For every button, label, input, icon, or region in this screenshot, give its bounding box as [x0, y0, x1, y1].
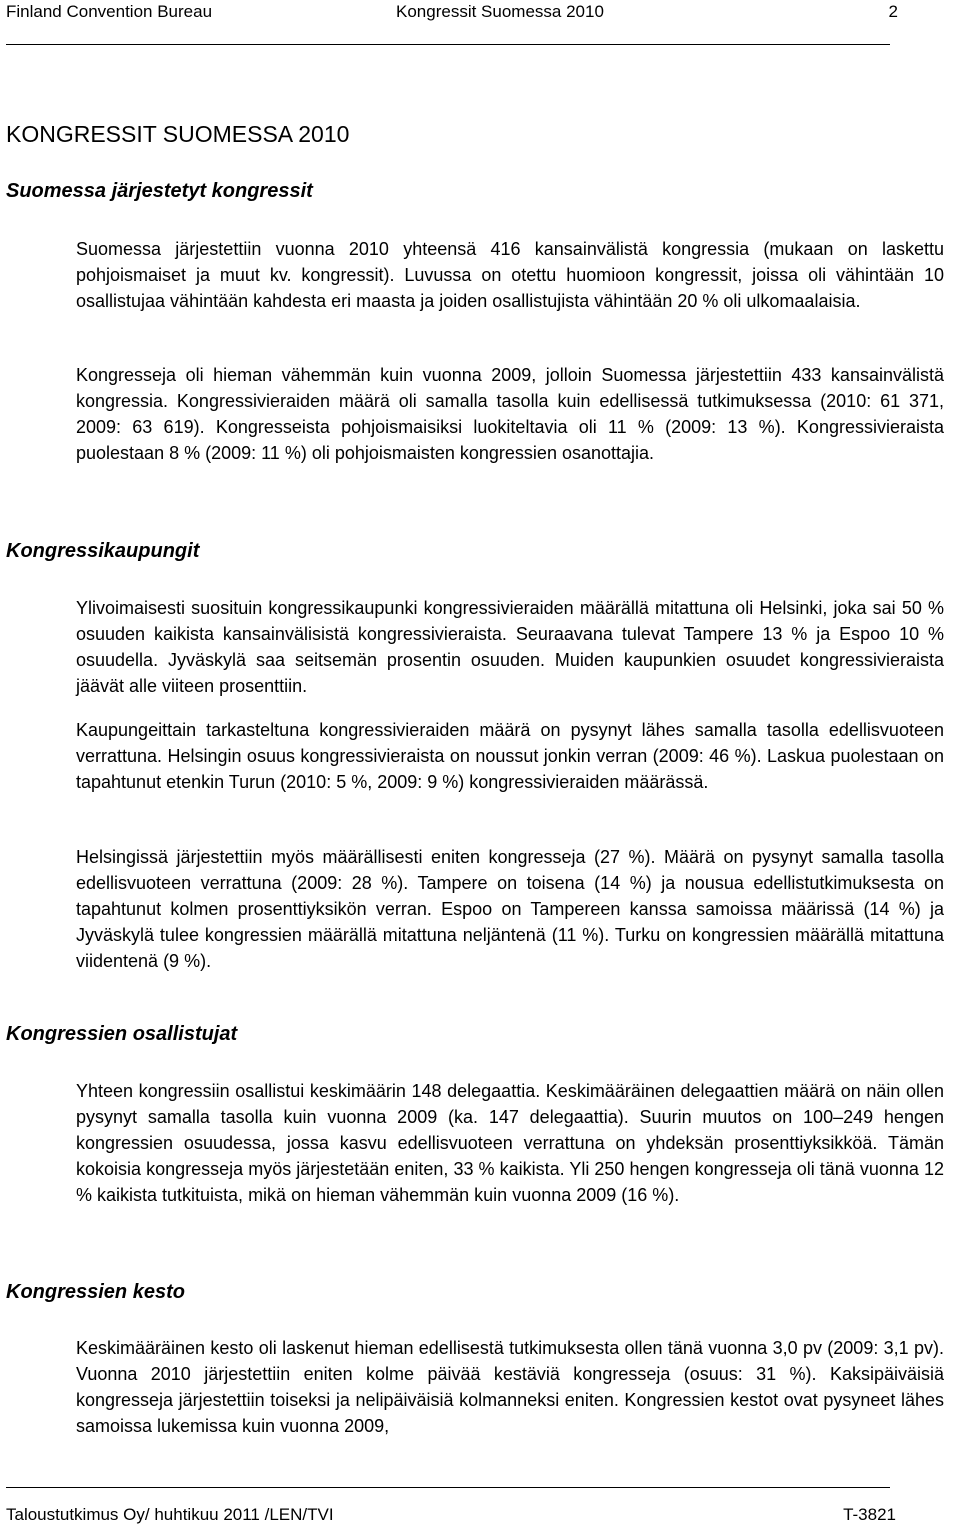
section-heading-congresses: Suomessa järjestetyt kongressit: [6, 180, 313, 202]
footer-publisher: Taloustutkimus Oy/ huhtikuu 2011 /LEN/TVI: [6, 1505, 334, 1524]
header-doc-title: Kongressit Suomessa 2010: [396, 2, 604, 21]
paragraph: Keskimääräinen kesto oli laskenut hieman edellisestä tutkimuksesta ollen tänä vuonna 3,0 pv (2009: 3,1 pv). Vuonna 2010 järjestettiin eniten kolme päivää kestäviä kongresseja (osuus: 31 %). Kaksipäiväisiä kongresseja järjestettiin toiseksi ja nelipäiväisiä kolmanneksi eniten. Kongressien kestot ovat pysyneet lähes samoissa lukemissa kuin vuonna 2009,: [76, 1338, 944, 1436]
paragraph: Kongresseja oli hieman vähemmän kuin vuonna 2009, jolloin Suomessa järjestettiin 433 kansainvälistä kongressia. Kongressivieraiden määrä oli samalla tasolla kuin edellisessä tutkimuksessa (2010: 61 371, 2009: 63 619). Kongresseista pohjoismaisiksi luokiteltavia oli 11 % (2009: 13 %). Kongressivieraista puolestaan 8 % (2009: 11 %) oli pohjoismaisten kongressien osanottajia.: [76, 365, 944, 463]
section-heading-cities: Kongressikaupungit: [6, 540, 200, 562]
paragraph: Helsingissä järjestettiin myös määrällisesti eniten kongresseja (27 %). Määrä on pysynyt samalla tasolla edellisvuoteen verrattuna (2009: 28 %). Tampere on toisena (14 %) ja nousua edellistutkimuksesta on tapahtunut kolmen prosenttiyksikön verran. Espoo on Tampereen kanssa samoissa määrissä (14 %) ja Jyväskylä tulee kongressien määrällä mitattuna neljäntenä (11 %). Turku on kongressien määrällä mitattuna viidentenä (9 %).: [76, 847, 944, 971]
footer-code: T-3821: [843, 1505, 896, 1524]
paragraph: Suomessa järjestettiin vuonna 2010 yhteensä 416 kansainvälistä kongressia (mukaan on laskettu pohjoismaiset ja muut kv. kongressit). Luvussa on otettu huomioon kongressit, joissa oli vähintään 10 osallistujaa vähintään kahdesta eri maasta ja joiden osallistujista vähintään 20 % oli ulkomaalaisia.: [76, 239, 944, 311]
page-number: 2: [888, 2, 898, 21]
section-heading-duration: Kongressien kesto: [6, 1281, 185, 1303]
page-title: KONGRESSIT SUOMESSA 2010: [6, 121, 350, 147]
header-org: Finland Convention Bureau: [6, 2, 213, 21]
paragraph: Kaupungeittain tarkasteltuna kongressivieraiden määrä on pysynyt lähes samalla tasolla edellisvuoteen verrattuna. Helsingin osuus kongressivieraista on noussut jonkin verran (2009: 46 %). Laskua puolestaan on tapahtunut etenkin Turun (2010: 5 %, 2009: 9 %) kongressivieraiden määrässä.: [76, 720, 944, 792]
footer-rule: [6, 1487, 890, 1488]
paragraph: Yhteen kongressiin osallistui keskimäärin 148 delegaattia. Keskimääräinen delegaattien määrä on näin ollen pysynyt samalla tasolla kuin vuonna 2009 (ka. 147 delegaattia). Suurin muutos on 100–249 hengen kongressien osuudessa, jossa kasvu edellisvuoteen verrattuna on yhdeksän prosenttiyksikköä. Tämän kokoisia kongresseja myös järjestetään eniten, 33 % kaikista. Yli 250 hengen kongresseja oli tänä vuonna 12 % kaikista tutkituista, mikä on hieman vähemmän kuin vuonna 2009 (16 %).: [76, 1081, 944, 1205]
paragraph: Ylivoimaisesti suosituin kongressikaupunki kongressivieraiden määrällä mitattuna oli Helsinki, joka sai 50 % osuuden kaikista kansainvälisistä kongressivieraista. Seuraavana tulevat Tampere 13 % ja Espoo 10 % osuudella. Jyväskylä saa seitsemän prosentin osuuden. Muiden kaupunkien osuudet kongressivieraista jäävät alle viiteen prosenttiin.: [76, 598, 944, 696]
header-rule: [6, 44, 890, 45]
section-heading-participants: Kongressien osallistujat: [6, 1023, 238, 1045]
